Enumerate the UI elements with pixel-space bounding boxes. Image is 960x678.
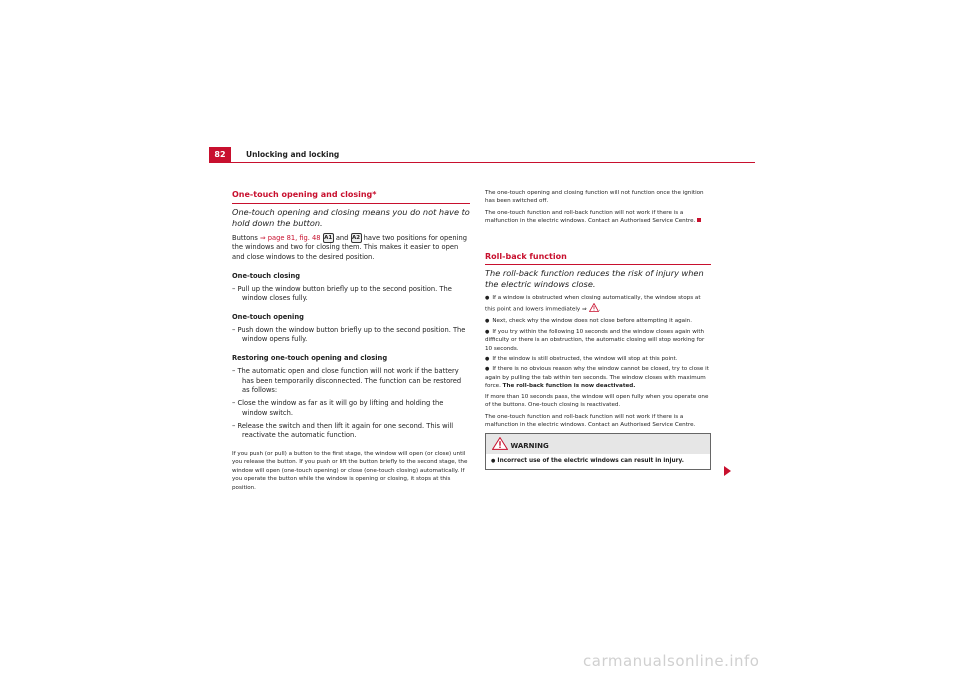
section-title-one-touch: One-touch opening and closing* [232,189,470,204]
list-item [485,365,711,390]
closing-step: – Pull up the window button briefly up to the second position. The window closes fully. [232,284,452,303]
section-subtitle-one-touch: One-touch opening and closing means you do not have to hold down the button. [232,206,470,228]
restore-step: – The automatic open and close function will not work if the battery has been temporarily disconnected. The function can be restored as follows: [232,366,462,395]
page-number: 82 [209,147,231,163]
warning-title: WARNING [510,442,549,451]
warning-triangle-icon [589,303,599,315]
page-reference-link[interactable]: ⇒ page 81, fig. 48 [260,233,321,242]
list-item: ● If a window is obstructed when closing automatically, the window stops at this point and lowers immediately ⇒ . [485,294,711,315]
warning-body: ● Incorrect use of the electric windows can result in injury. [491,458,684,465]
note-paragraph: If you push (or pull) a button to the first stage, the window will open (or close) until you release the button. If you push or lift the button briefly to the second stage, the window will open (one-touch opening) or close (one-touch closing) automatically. If you operate the button while the window is opening or closing, it stops at this position. [232,450,468,491]
warning-box [485,433,711,469]
restore-step: – Release the switch and then lift it again for one second. This will reactivate the automatic function. [232,421,454,440]
opening-heading: One-touch opening [232,313,304,322]
intro-and: and [333,233,351,242]
list-item: ● If the window is still obstructed, the window will stop at this point. [485,355,711,364]
right-column [485,189,711,470]
restore-step: – Close the window as far as it will go by lifting and holding the window switch. [232,399,444,417]
watermark: carmanualsonline.info [583,652,760,670]
closing-heading: One-touch closing [232,271,301,280]
header-title: Unlocking and locking [246,150,340,159]
left-column [232,189,470,495]
restore-heading: Restoring one-touch opening and closing [232,354,388,363]
key-a2-icon: A2 [352,234,361,241]
warning-triangle-icon [492,437,508,455]
list-item: ● Next, check why the window does not close before attempting it again. [485,317,711,326]
malfunction-text: The one-touch function and roll-back function will not work if there is a malfunction in the electric windows. Contact an Authorised Service Centre. [485,209,696,225]
rollback-deactivated-text: The roll-back function is now deactivated. [502,383,636,390]
intro-post: have two positions for opening the windows and two for closing them. This makes it easier to open and close windows to the desired position. [232,233,467,262]
warning-header [486,434,710,454]
intro-paragraph [232,233,470,263]
bullet-text: If there is no obvious reason why the window cannot be closed, try to close it again by pulling the tab within ten seconds. The window closes with maximum force. [485,366,709,390]
warning-text: Incorrect use of the electric windows can result in injury. [497,458,684,465]
ignition-paragraph: The one-touch opening and closing function will not function once the ignition has been switched off. [485,190,704,205]
opening-step: – Push down the window button briefly up to the second position. The window opens fully. [232,325,466,344]
end-mark-icon [697,218,701,222]
next-page-arrow-icon[interactable] [724,466,731,476]
list-item: ● If you try within the following 10 seconds and the window closes again with difficulty or there is an obstruction, the automatic closing will stop working for 10 seconds. [485,328,711,353]
section-title-rollback: Roll-back function [485,251,711,266]
malfunction-paragraph [485,209,711,226]
key-a1-icon: A1 [324,234,333,241]
reactivated-paragraph: If more than 10 seconds pass, the window will open fully when you operate one of the buttons. One-touch closing is reactivated. [485,393,709,409]
malfunction-paragraph-2: The one-touch function and roll-back function will not work if there is a malfunction in the electric windows. Contact an Authorised Service Centre. [485,413,696,428]
bullet-text: If a window is obstructed when closing automatically, the window stops at this point and lowers immediately ⇒ [485,295,701,313]
section-subtitle-rollback: The roll-back function reduces the risk of injury when the electric windows close. [485,268,704,290]
intro-pre: Buttons [232,233,261,242]
